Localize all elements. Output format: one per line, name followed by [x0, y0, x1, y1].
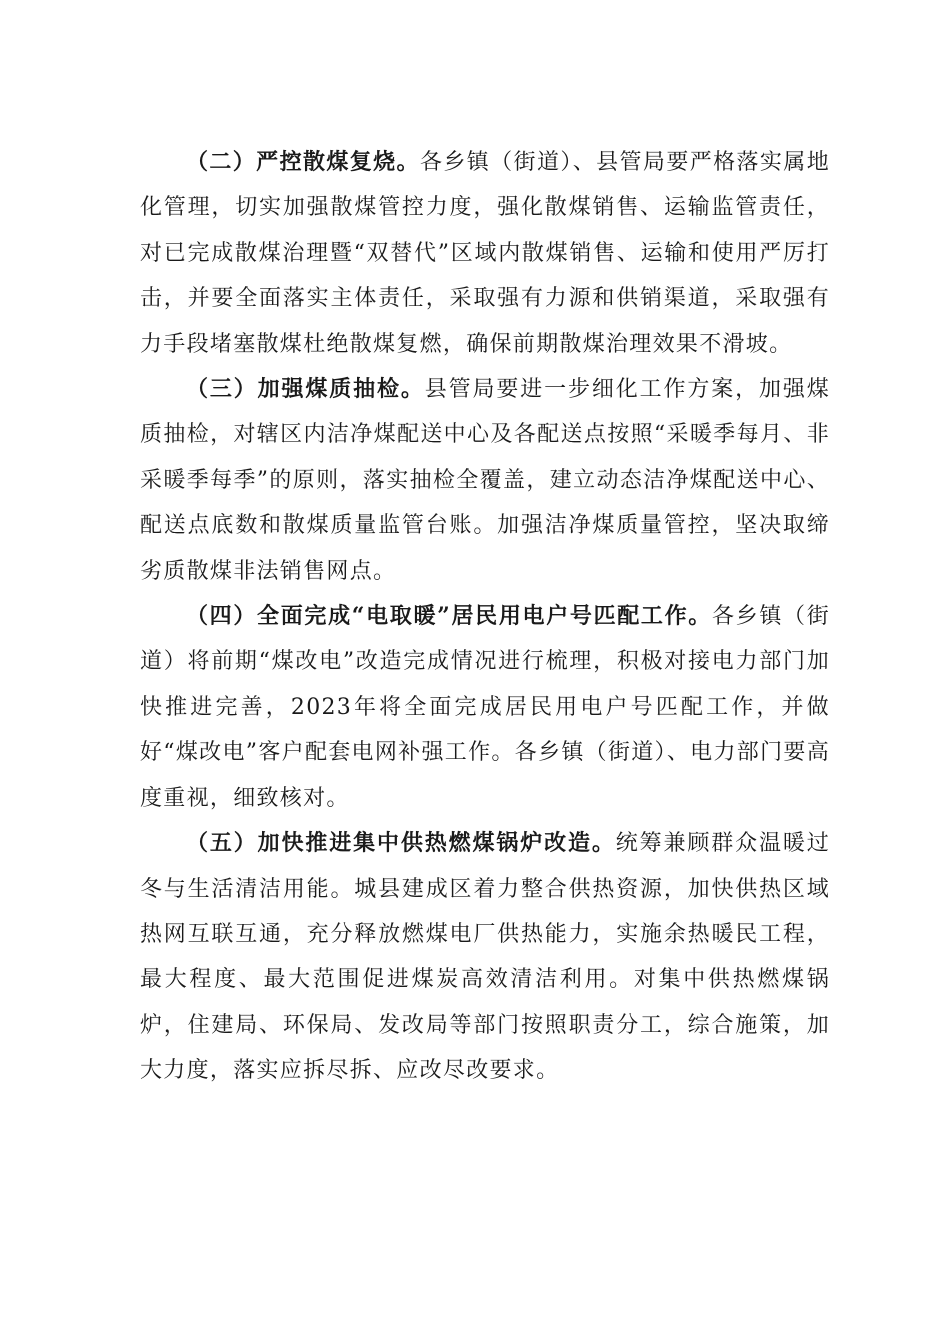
paragraph-text: 县管局要进一步细化工作方案，加强煤质抽检，对辖区内洁净煤配送中心及各配送点按照“采暖季每月、非采暖季每季”的原则，落实抽检全覆盖，建立动态洁净煤配送中心、配送点底数和散煤质量监管台账。加强洁净煤质量管控，坚决取缔劣质散煤非法销售网点。: [140, 377, 830, 584]
paragraph-3: [140, 367, 830, 594]
paragraph-4: [140, 594, 830, 821]
paragraph-2: [140, 140, 830, 367]
paragraph-text: 各乡镇（街道）、县管局要严格落实属地化管理，切实加强散煤管控力度，强化散煤销售、运输监管责任，对已完成散煤治理暨“双替代”区域内散煤销售、运输和使用严厉打击，并要全面落实主体责任，采取强有力源和供销渠道，采取强有力手段堵塞散煤杜绝散煤复燃，确保前期散煤治理效果不滑坡。: [140, 150, 830, 357]
paragraph-heading: （四）全面完成“电取暖”居民用电户号匹配工作。: [186, 603, 712, 630]
document-body: [140, 140, 830, 1094]
paragraph-5: [140, 821, 830, 1093]
paragraph-heading: （五）加快推进集中供热燃煤锅炉改造。: [186, 830, 616, 857]
paragraph-text: 统筹兼顾群众温暖过冬与生活清洁用能。城县建成区着力整合供热资源，加快供热区域热网互联互通，充分释放燃煤电厂供热能力，实施余热暖民工程，最大程度、最大范围促进煤炭高效清洁利用。对集中供热燃煤锅炉，住建局、环保局、发改局等部门按照职责分工，综合施策，加大力度，落实应拆尽拆、应改尽改要求。: [140, 831, 831, 1084]
paragraph-heading: （二）严控散煤复烧。: [186, 149, 420, 175]
paragraph-heading: （三）加强煤质抽检。: [186, 376, 425, 403]
paragraph-text: 各乡镇（街道）将前期“煤改电”改造完成情况进行梳理，积极对接电力部门加快推进完善，2023年将全面完成居民用电户号匹配工作，并做好“煤改电”客户配套电网补强工作。各乡镇（街道）、电力部门要高度重视，细致核对。: [140, 604, 830, 811]
